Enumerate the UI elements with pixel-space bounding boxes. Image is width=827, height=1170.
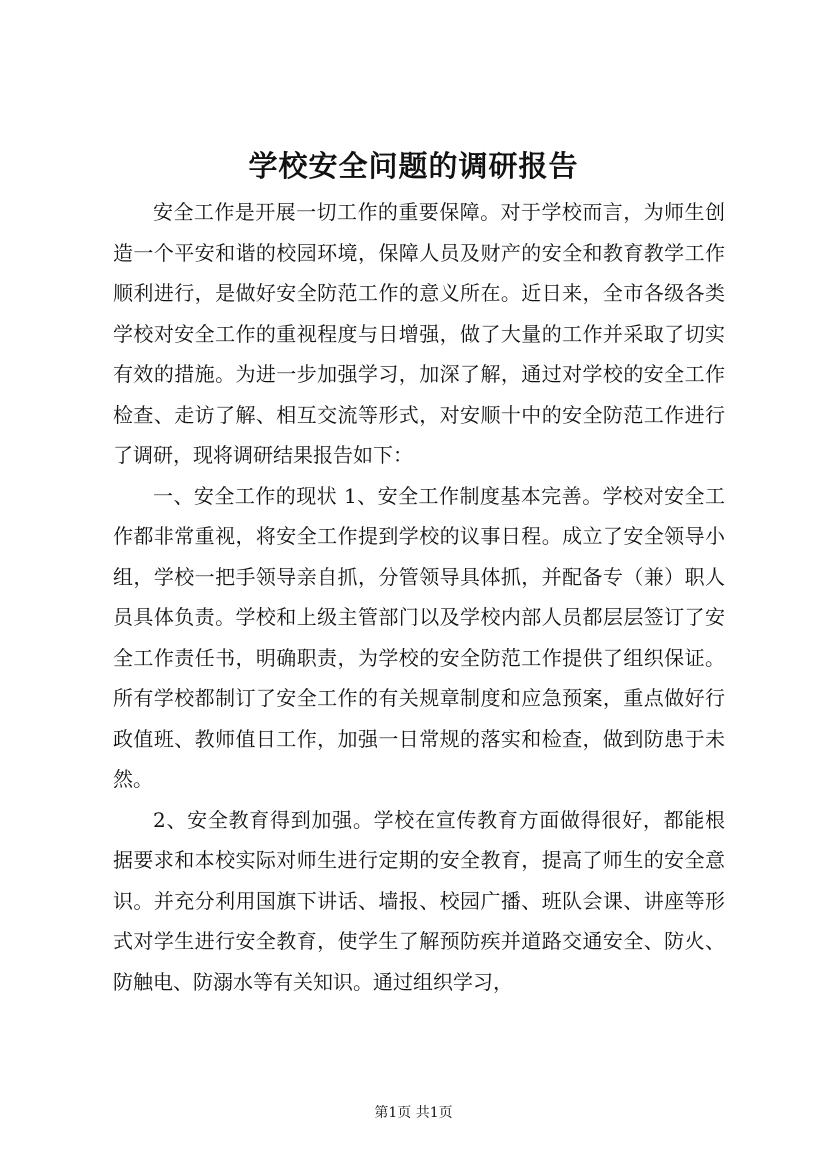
document-body: [113, 192, 725, 1002]
paragraph-safety-education: 2、安全教育得到加强。学校在宣传教育方面做得很好，都能根据要求和本校实际对师生进行定期的安全教育，提高了师生的安全意识。并充分利用国旗下讲话、墙报、校园广播、班队会课、讲座等形式对学生进行安全教育，使学生了解预防疾并道路交通安全、防火、防触电、防溺水等有关知识。通过组织学习，: [113, 807, 725, 994]
paragraph-current-status: 一、安全工作的现状 1、安全工作制度基本完善。学校对安全工作都非常重视，将安全工作提到学校的议事日程。成立了安全领导小组，学校一把手领导亲自抓，分管领导具体抓，并配备专（兼）职人员具体负责。学校和上级主管部门以及学校内部人员都层层签订了安全工作责任书，明确职责，为学校的安全防范工作提供了组织保证。所有学校都制订了安全工作的有关规章制度和应急预案，重点做好行政值班、教师值日工作，加强一日常规的落实和检查，做到防患于未然。: [113, 483, 725, 791]
page-footer: 第1页 共1页: [374, 1105, 453, 1121]
paragraph-intro: 安全工作是开展一切工作的重要保障。对于学校而言，为师生创造一个平安和谐的校园环境，保障人员及财产的安全和教育教学工作顺利进行，是做好安全防范工作的意义所在。近日来，全市各级各类学校对安全工作的重视程度与日增强，做了大量的工作并采取了切实有效的措施。为进一步加强学习，加深了解，通过对学校的安全工作检查、走访了解、相互交流等形式，对安顺十中的安全防范工作进行了调研，现将调研结果报告如下：: [113, 200, 725, 467]
document-title: 学校安全问题的调研报告: [248, 149, 579, 183]
